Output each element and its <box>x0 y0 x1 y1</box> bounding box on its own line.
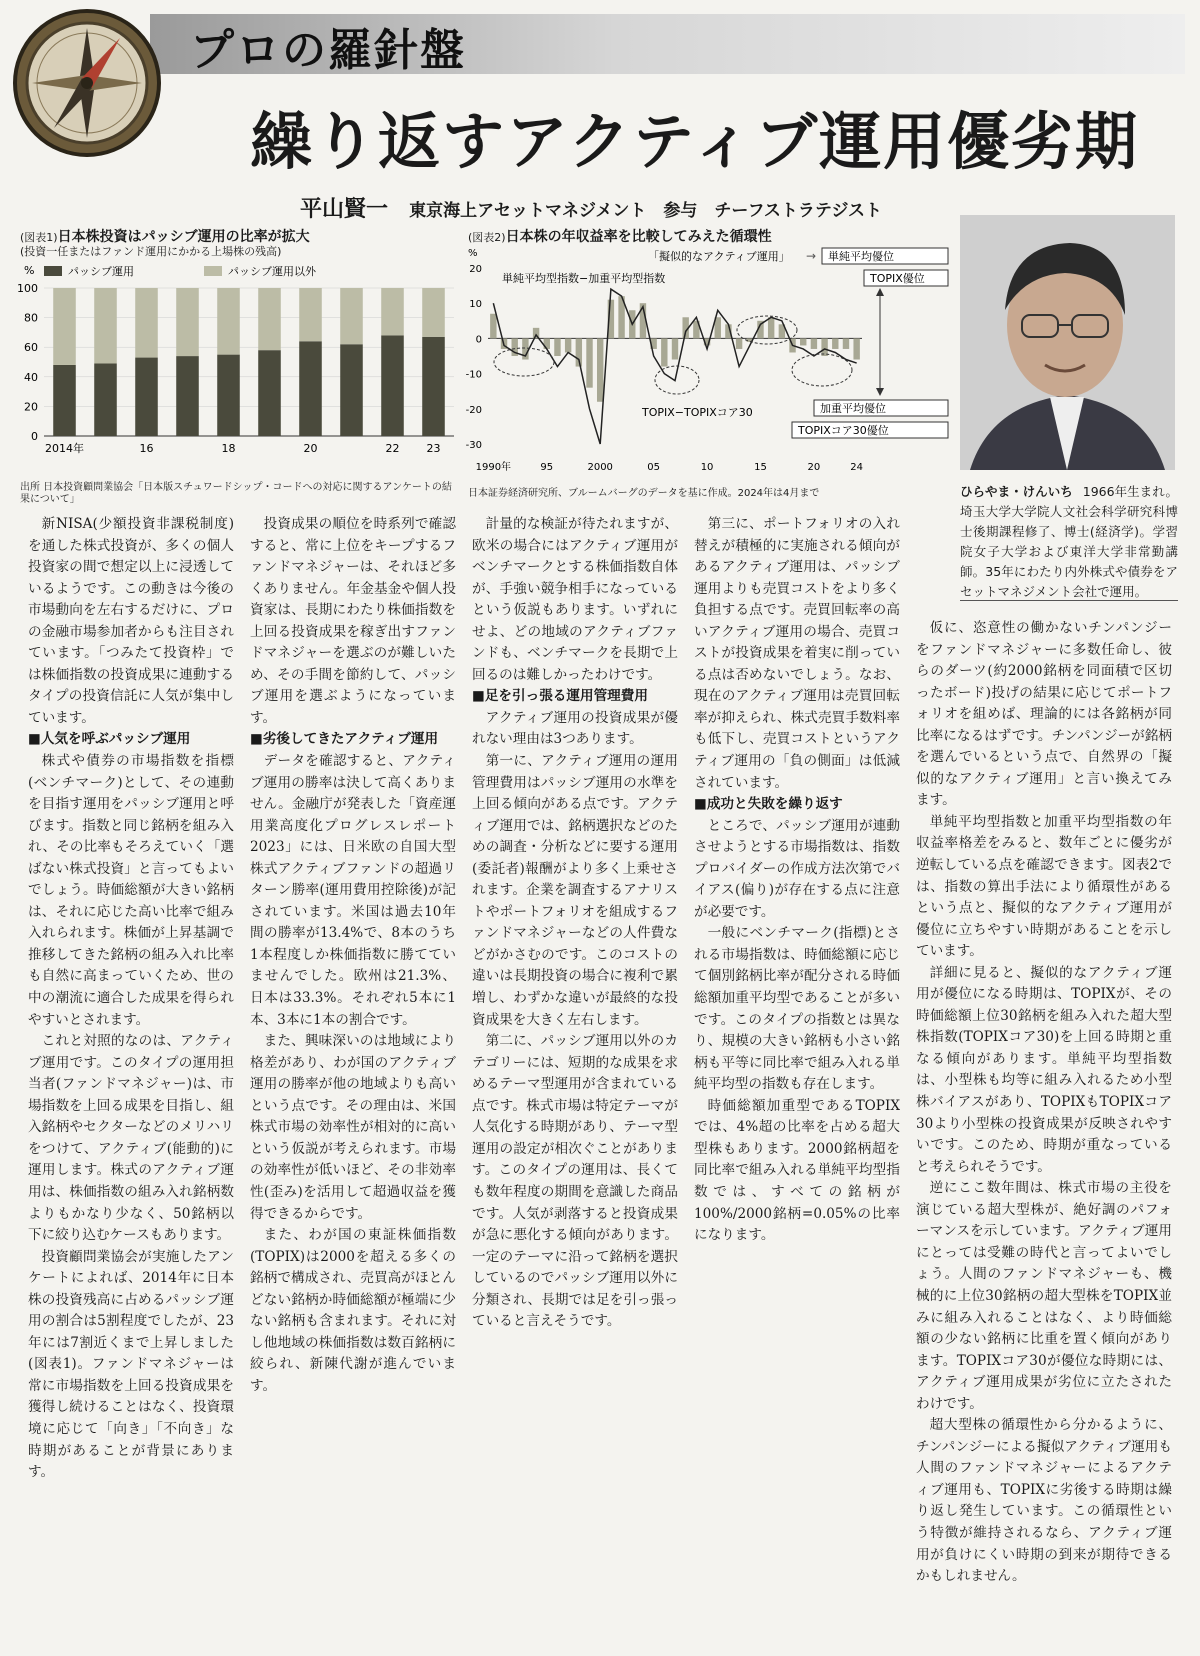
figure2-number: (図表2) <box>468 231 506 244</box>
x-tick-label: 23 <box>426 442 441 455</box>
bar-topix-diff <box>554 338 560 356</box>
bar-topix-diff <box>736 338 742 349</box>
paragraph: 超大型株の循環性から分かるように、チンパンジーによる擬似アクティブ運用も人間のファンドマネジャーによるアクティブ運用も、TOPIXに劣後する時期は繰り返し発生しています。この循環性という特徴が維持されるなら、アクティブ運用が負けにくい時期の到来が期待できるかもしれません。 <box>916 1417 1172 1585</box>
y-tick-label: 100 <box>17 282 38 295</box>
legend-swatch-passive <box>44 266 62 276</box>
paragraph: 株式や債券の市場指数を指標(ベンチマーク)として、その連動を目指す運用をパッシブ運用と呼びます。指数と同じ銘柄を組み入れ、その比率もそろえていく「選ばない株式投資」と言ってもよいでしょう。時価総額が大きい銘柄は、それに応じた高い比率で組み入れられます。株価が上昇基調で推移してきた銘柄の組み入れ比率も自然に高まっていくため、世の中の潮流に適合した成果を得られやすいとされます。 <box>28 753 234 1028</box>
y-tick-label: 40 <box>24 370 38 384</box>
bar-other <box>94 288 117 363</box>
paragraph: 投資顧問業協会が実施したアンケートによれば、2014年に日本株の投資残高に占めるパッシブ運用の割合は5割程度でしたが、23年には7割近くまで上昇しました(図表1)。ファンドマネジャーは常に市場指数を上回る投資成果を獲得し続けることはなく、投資環境に応じて「向き」「不向き」な時期があることが背景にあります。 <box>28 1248 234 1481</box>
x-tick-label: 22 <box>385 442 400 455</box>
figure2-source: 日本証券経済研究所、ブルームバーグのデータを基に作成。2024年は4月まで <box>468 488 820 499</box>
section-heading: ■足を引っ張る運用管理費用 <box>472 688 648 705</box>
x-tick-label: 20 <box>807 462 821 473</box>
x-tick-label: 24 <box>850 462 864 473</box>
paragraph: アクティブ運用の投資成果が優れない理由は3つあります。 <box>472 709 678 748</box>
author-profile-text: 1966年生まれ。埼玉大学大学院人文社会科学研究科博士後期課程修了、博士(経済学)。学習院女子大学および東洋大学非常勤講師。35年にわたり内外株式や債券をアセットマネジメント会社で運用。 <box>960 484 1178 599</box>
paragraph: これと対照的なのは、アクティブ運用です。このタイプの運用担当者(ファンドマネジャー)は、市場指数を上回る成果を目指し、組入銘柄やセクターなどのメリハリをつけて、アクティブ(能動的)に運用します。株式のアクティブ運用は、株価指数の組み入れ銘柄数よりもかなり少なく、50銘柄以下に絞り込むケースもあります。 <box>28 1033 234 1244</box>
x-tick-label: 10 <box>700 462 714 473</box>
paragraph: 第一に、アクティブ運用の運用管理費用はパッシブ運用の水準を上回る傾向がある点です。アクティブ運用では、銘柄選択などのための調査・分析などに要する運用(委託者)報酬がより多く上乗せされます。企業を調査するアナリストやポートフォリオを組成するファンドマネジャーなどの人件費などがかさむのです。このコストの違いは長期投資の場合に複利で累増し、わずかな違いが最終的な投資成果を大きく左右します。 <box>472 753 678 1028</box>
section-heading: ■人気を呼ぶパッシブ運用 <box>28 731 191 748</box>
headline: 繰り返すアクティブ運用優劣期 <box>250 105 1140 178</box>
bar-topix-diff <box>768 317 774 338</box>
bar-other <box>53 288 76 365</box>
bar-passive <box>94 363 117 436</box>
paragraph: 投資成果の順位を時系列で確認すると、常に上位をキープするファンドマネジャーは、それほど多くありません。年金基金や個人投資家は、長期にわたり株価指数を上回る投資成果を稼ぎ出すファンドマネジャーを選ぶのが難しいため、その手間を節約して、パッシブ運用を選ぶようになっています。 <box>250 516 456 726</box>
figure1-source: 出所 日本投資顧問業協会「日本版スチュワードシップ・コードへの対応に関するアンケートの結果について」 <box>20 482 452 505</box>
figure2-annotation-weighted-avg: 加重平均優位 <box>820 402 886 415</box>
body-column-1 <box>28 514 234 1484</box>
figure1-chart <box>14 258 460 478</box>
bar-passive <box>299 341 322 436</box>
figure2-bar-label: TOPIX−TOPIXコア30 <box>642 406 753 419</box>
bar-passive <box>381 335 404 436</box>
profile-divider <box>960 600 1178 601</box>
body-column-4 <box>694 514 900 1247</box>
bar-other <box>258 288 281 350</box>
figure2-line <box>493 289 856 444</box>
paragraph: 第二に、パッシブ運用以外のカテゴリーには、短期的な成果を求めるテーマ型運用が含まれている点です。株式市場は特定テーマが人気化する時期があり、テーマ型運用の設定が相次ぐことがあります。このタイプの運用は、長くても数年程度の期間を意識した商品です。人気が剥落すると投資成果が急に悪化する傾向があります。一定のテーマに沿って銘柄を選択しているのでパッシブ運用以外に分類され、長期では足を引っ張っていると言えそうです。 <box>472 1033 678 1330</box>
section-heading: ■成功と失敗を繰り返す <box>694 796 843 813</box>
bar-topix-diff <box>800 338 806 345</box>
bar-topix-diff <box>586 338 592 387</box>
bar-other <box>381 288 404 335</box>
bar-topix-diff <box>661 338 667 366</box>
x-tick-label: 05 <box>647 462 660 473</box>
body-column-3 <box>472 514 678 1333</box>
bar-topix-diff <box>597 338 603 401</box>
author-profile <box>960 482 1178 602</box>
paragraph: 新NISA(少額投資非課税制度)を通した株式投資が、多くの個人投資家の間で想定以上に浸透しているようです。この動きは今後の市場動向を左右するだけに、プロの金融市場参加者からも注目されています。「つみたて投資枠」では株価指数の投資成果に連動するタイプの投資信託に人気が集中しています。 <box>28 516 234 726</box>
bar-other <box>217 288 240 355</box>
legend-other: パッシブ運用以外 <box>228 265 316 278</box>
paragraph: また、わが国の東証株価指数(TOPIX)は2000を超える多くの銘柄で構成され、売買高がほとんどない銘柄か時価総額が極端に少ない銘柄も含まれます。それに対し他地域の株価指数は数百銘柄に絞られ、新陳代謝が進んでいます。 <box>250 1227 456 1394</box>
paragraph: 詳細に見ると、擬似的なアクティブ運用が優位になる時期は、TOPIXが、その時価総額上位30銘柄を組み入れた超大型株指数(TOPIXコア30)を上回る時期と重なる傾向があります。単純平均型指数は、小型株も均等に組み入れるため小型株バイアスがあり、TOPIXもTOPIXコア30より小型株の投資成果が反映されやすいです。このため、時期が重なっていると考えられそうです。 <box>916 964 1172 1175</box>
y-tick-label: 10 <box>469 299 482 311</box>
bar-passive <box>135 358 158 436</box>
x-tick-label: 1990年 <box>475 462 512 473</box>
compass-icon <box>12 8 162 158</box>
y-tick-label: 20 <box>469 264 482 275</box>
bar-passive <box>340 344 363 436</box>
figure2-title-line <box>468 226 772 246</box>
bar-topix-diff <box>490 314 496 339</box>
paragraph: データを確認すると、アクティブ運用の勝率は決して高くありません。金融庁が発表した「資産運用業高度化プログレスレポート2023」には、日米欧の自国大型株式アクティブファンドの超過リターン勝率(運用費用控除後)が記されています。米国は過去10年間の勝率が13.4%で、8本のうち1本程度しか株価指数に勝てていませんでした。欧州は21.3%、日本は33.3%。それぞれ5本に1本、3本に1本の割合です。 <box>250 753 456 1028</box>
author-reading: ひらやま・けんいち <box>960 484 1073 499</box>
x-tick-label: 20 <box>303 442 318 455</box>
y-tick-label: 20 <box>24 400 38 414</box>
figure1-subtitle: (投資一任またはファンド運用にかかる上場株の残高) <box>20 245 282 258</box>
bar-passive <box>422 337 445 436</box>
x-tick-label: 18 <box>221 442 236 455</box>
paragraph: 仮に、恣意性の働かないチンパンジーをファンドマネジャーに多数任命し、彼らのダーツ(約2000銘柄を同面積で区切ったボード)投げの結果に応じてポートフォリオを組めば、理論的には各銘柄が同比率になるはずです。チンパンジーが銘柄を選んでいるという点で、自然界の「擬似的なアクティブ運用」と言い換えてみます。 <box>916 620 1172 809</box>
figure1-bars <box>53 288 445 436</box>
paragraph: 単純平均型指数と加重平均型指数の年収益率格差をみると、数年ごとに優劣が逆転している点を確認できます。図表2では、指数の算出手法により循環性があるという点と、擬似的なアクティブ運用が優位に立ちやすい時期があることを示しています。 <box>916 813 1172 960</box>
paragraph: また、興味深いのは地域により格差があり、わが国のアクティブ運用の勝率が他の地域よりも高いという点です。その理由は、米国株式市場の効率性が相対的に高いという仮説が考えられます。市場の効率性が低いほど、その非効率性(歪み)を活用して超過収益を獲得できるからです。 <box>250 1033 456 1222</box>
x-tick-label: 15 <box>754 462 767 473</box>
x-tick-label: 2000 <box>587 462 613 473</box>
paragraph: 時価総額加重型であるTOPIXでは、4%超の比率を占める超大型株もあります。2000銘柄超を同比率で組み入れる単純平均型指数では、すべての銘柄が100%/2000銘柄=0.05%の比率になります。 <box>694 1097 900 1244</box>
body-column-2 <box>250 514 456 1397</box>
paragraph: 第三に、ポートフォリオの入れ替えが積極的に実施される傾向があるアクティブ運用は、パッシブ運用よりも売買コストをより多く負担する点です。売買回転率の高いアクティブ運用の場合、売買コストが投資成果を着実に削っている点は否めないでしょう。なお、現在のアクティブ運用は売買回転率が抑えられ、株式売買手数料率も低下し、売買コストというアクティブ運用の「負の側面」は低減されています。 <box>694 516 900 791</box>
bar-other <box>176 288 199 356</box>
y-tick-label: 0 <box>475 334 482 346</box>
figure1-x-axis <box>45 441 441 455</box>
byline <box>300 192 882 223</box>
bar-topix-diff <box>843 338 849 349</box>
paragraph: ところで、パッシブ運用が連動させようとする市場指数は、指数プロバイダーの作成方法次第でバイアス(偏り)が存在する点に注意が必要です。 <box>694 817 900 920</box>
bar-topix-diff <box>811 338 817 349</box>
paragraph: 一般にベンチマーク(指標)とされる市場指数は、時価総額に応じて個別銘柄比率が配分される時価総額加重平均型であることが多いです。このタイプの指数とは異なり、規模の大きい銘柄も小さい銘柄も平等に同比率で組み入れる単純平均型の指数も存在します。 <box>694 925 900 1093</box>
x-tick-label: 2014年 <box>45 442 84 455</box>
figure2-unit: % <box>468 248 478 259</box>
figure1-number: (図表1) <box>20 231 58 244</box>
x-tick-label: 95 <box>540 462 554 473</box>
bar-topix-diff <box>832 338 838 349</box>
y-tick-label: 60 <box>24 341 38 355</box>
author-affiliation: 東京海上アセットマネジメント 参与 チーフストラテジスト <box>409 201 883 221</box>
body-column-5 <box>916 618 1172 1588</box>
y-tick-label: -30 <box>465 440 482 451</box>
figure2-annotation-simple-avg: 単純平均優位 <box>828 250 894 263</box>
legend-passive: パッシブ運用 <box>68 265 134 278</box>
bar-passive <box>53 365 76 436</box>
figure1-unit: % <box>24 264 35 277</box>
bar-passive <box>258 350 281 436</box>
bar-passive <box>217 355 240 436</box>
author-photo <box>960 215 1175 470</box>
figure2-title: 日本株の年収益率を比較してみえた循環性 <box>505 229 772 245</box>
bar-topix-diff <box>565 338 571 352</box>
bar-other <box>422 288 445 337</box>
bar-topix-diff <box>672 338 678 359</box>
y-tick-label: -20 <box>465 404 482 416</box>
series-name: プロの羅針盤 <box>190 25 466 76</box>
figure2-chart <box>462 244 952 486</box>
bar-topix-diff <box>544 338 550 349</box>
svg-text:→: → <box>806 249 817 263</box>
paragraph: 逆にここ数年間は、株式市場の主役を演じている超大型株が、絶好調のパフォーマンスを示しています。アクティブ運用にとっては受難の時代と言ってよいでしょう。人間のファンドマネジャーも、機械的に上位30銘柄の超大型株をTOPIX並みに組み入れることはなく、より時価総額の少ない銘柄に比重を置く傾向があります。TOPIXコア30が優位な時期には、アクティブ運用成果が劣位に立たされたわけです。 <box>916 1180 1172 1412</box>
legend-swatch-other <box>204 266 222 276</box>
figure2-line-label: 単純平均型指数−加重平均型指数 <box>502 272 666 285</box>
bar-other <box>340 288 363 344</box>
line-simple-minus-weighted <box>493 289 856 444</box>
figure1-y-axis <box>17 282 38 443</box>
y-tick-label: 80 <box>24 311 38 325</box>
author-name: 平山賢一 <box>300 197 389 222</box>
figure2-annotation-top: 「擬似的なアクティブ運用」 <box>648 250 790 263</box>
section-heading: ■劣後してきたアクティブ運用 <box>250 731 439 748</box>
bar-other <box>135 288 158 358</box>
figure2-annotation-topix: TOPIX優位 <box>870 272 925 285</box>
y-tick-label: -10 <box>465 369 482 381</box>
x-tick-label: 16 <box>139 442 154 455</box>
figure2-x-axis <box>476 460 863 473</box>
bar-passive <box>176 356 199 436</box>
figure2-y-axis <box>466 264 482 451</box>
bar-other <box>299 288 322 341</box>
figure1-title: 日本株投資はパッシブ運用の比率が拡大 <box>57 229 310 245</box>
paragraph: 計量的な検証が待たれますが、欧米の場合にはアクティブ運用がベンチマークとする株価指数自体が、手強い競争相手になっているという仮説もあります。いずれにせよ、どの地域のアクティブファンドも、ベンチマークを長期で上回るのは難しかったわけです。 <box>472 516 678 683</box>
y-tick-label: 0 <box>31 430 38 443</box>
bar-topix-diff <box>821 338 827 356</box>
bar-topix-diff <box>853 338 859 359</box>
figure2-annotation-core30: TOPIXコア30優位 <box>798 424 889 437</box>
